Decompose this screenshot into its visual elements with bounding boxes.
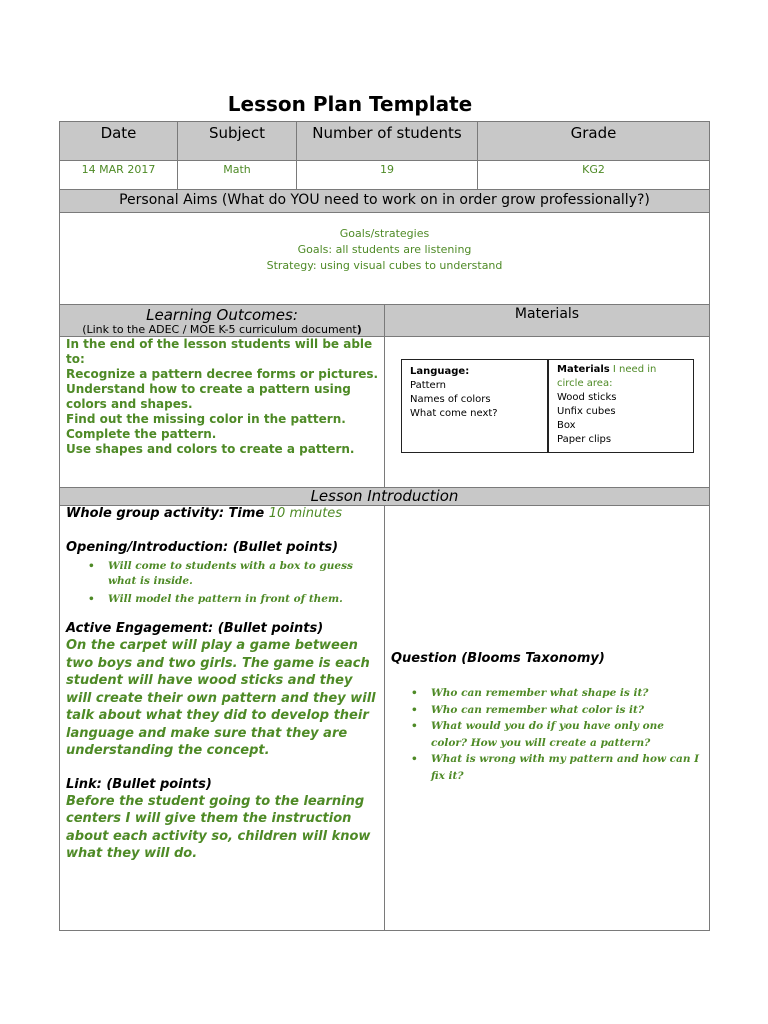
curriculum-link-note: [60, 324, 384, 336]
goals-line: Goals: all students are listening: [297, 243, 472, 256]
whole-group-activity: [66, 506, 378, 522]
materials-label-bold: Materials: [557, 364, 610, 375]
subject-header: [177, 121, 297, 161]
students-header: [296, 121, 478, 161]
grade-value: KG2: [477, 160, 710, 190]
material-item: Paper clips: [557, 434, 612, 445]
whole-group-label: Whole group activity: Time: [66, 506, 269, 521]
materials-label-rest: I need in circle area:: [557, 364, 657, 389]
active-engagement-label: Active Engagement: (Bullet points): [66, 621, 324, 636]
grade-header: [477, 121, 710, 161]
material-item: Wood sticks: [557, 392, 617, 403]
outcome-line: Use shapes and colors to create a pattern.: [66, 442, 355, 456]
opening-label: Opening/Introduction: (Bullet points): [66, 540, 339, 555]
page-title: Lesson Plan Template: [227, 92, 473, 116]
materials-needed-label: [557, 363, 685, 391]
subject-value: Math: [177, 160, 297, 190]
question-label: Question (Blooms Taxonomy): [391, 651, 605, 666]
opening-bullet: • Will come to students with a box to guess what is inside.: [86, 559, 378, 589]
learning-outcomes-body: [59, 336, 385, 488]
materials-heading: Materials: [384, 304, 710, 337]
language-item: Names of colors: [410, 394, 491, 405]
learning-outcomes-heading: Learning Outcomes:: [146, 306, 298, 324]
link-label: Link: (Bullet points): [66, 776, 212, 792]
lesson-intro-right: [384, 505, 710, 931]
students-value: 19: [296, 160, 478, 190]
question-bullets: [409, 685, 703, 784]
grade-header-label: Grade: [570, 124, 617, 142]
students-header-label: Number of students: [312, 124, 462, 142]
goals-strategies-line: Goals/strategies: [339, 227, 430, 240]
personal-aims-body: [59, 212, 710, 305]
outcome-line: Understand how to create a pattern using colors and shapes.: [66, 382, 351, 411]
language-label: Language:: [410, 366, 470, 377]
language-box: [401, 359, 548, 453]
subject-header-label: Subject: [208, 124, 266, 142]
question-bullet: • Who can remember what shape is it?: [409, 685, 703, 702]
learning-outcomes-header: [59, 304, 385, 337]
language-item: Pattern: [410, 380, 446, 391]
strategy-line: Strategy: using visual cubes to understand: [266, 259, 503, 272]
link-note-text: (Link to the ADEC / MOE K-5 curriculum document: [82, 323, 357, 336]
outcome-line: Complete the pattern.: [66, 427, 217, 441]
lesson-intro-left: [59, 505, 385, 931]
material-item: Unfix cubes: [557, 406, 616, 417]
opening-bullet: • Will model the pattern in front of them.: [86, 592, 378, 607]
opening-bullets: [86, 559, 378, 607]
materials-box: [548, 359, 694, 453]
outcome-line: Recognize a pattern decree forms or pictures.: [66, 367, 379, 381]
date-header: [59, 121, 178, 161]
material-item: Box: [557, 420, 576, 431]
question-bullet: • Who can remember what color is it?: [409, 702, 703, 719]
whole-group-time: 10 minutes: [268, 506, 343, 521]
outcome-line: In the end of the lesson students will be able to:: [66, 337, 373, 366]
active-engagement-text: On the carpet will play a game between two boys and two girls. The game is each student will have wood sticks and they will create their own pattern and they will talk about what they did to develop their language and make sure that they are understanding the concept.: [66, 638, 376, 758]
outcome-line: Find out the missing color in the pattern.: [66, 412, 346, 426]
date-header-label: Date: [100, 124, 137, 142]
question-bullet: • What would you do if you have only one color? How you will create a pattern?: [409, 718, 703, 751]
lesson-introduction-heading: Lesson Introduction: [59, 487, 710, 506]
question-bullet: • What is wrong with my pattern and how can I fix it?: [409, 751, 703, 784]
link-note-close: ): [356, 323, 362, 336]
language-item: What come next?: [410, 408, 498, 419]
personal-aims-heading: Personal Aims (What do YOU need to work on in order grow professionally?): [59, 189, 710, 213]
link-text: Before the student going to the learning centers I will give them the instruction about each activity so, children will know what they will do.: [66, 793, 371, 861]
date-value: 14 MAR 2017: [59, 160, 178, 190]
